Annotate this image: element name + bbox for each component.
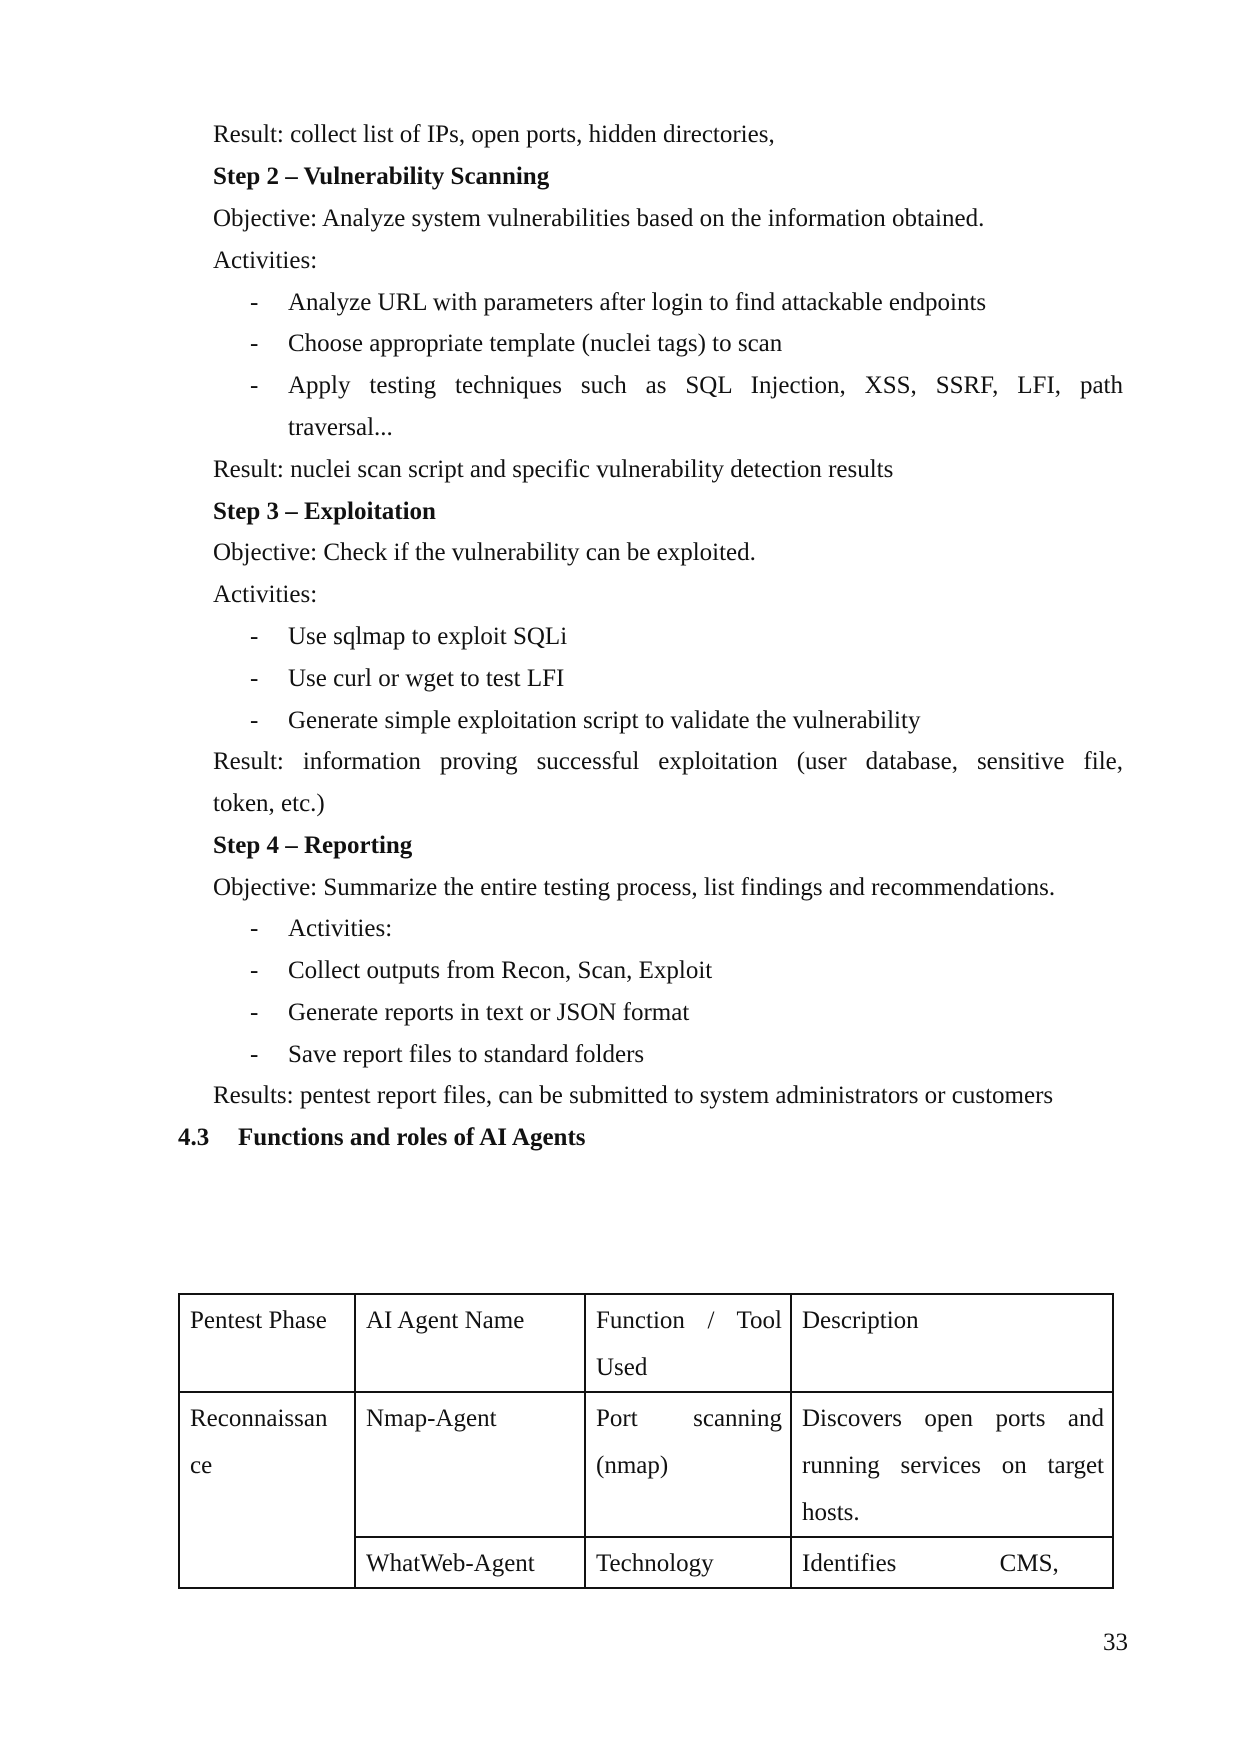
cell-agent-name [355,1537,585,1588]
bullet-dash: - [250,665,259,692]
bullet-dash: - [250,999,259,1026]
header-function-text-continued: Used [596,1354,648,1381]
function-text-continued: (nmap) [596,1452,669,1479]
header-pentest-phase [179,1294,355,1392]
cell-phase [179,1392,355,1588]
phase-text-continued: ce [190,1452,213,1479]
step4-objective: Objective: Summarize the entire testing process, list findings and recommendations. [213,874,1056,901]
step1-result: Result: collect list of IPs, open ports, hidden directories, [213,121,775,148]
step2-activity-3-continued: traversal... [288,414,393,441]
bullet-dash: - [250,915,259,942]
step3-heading: Step 3 – Exploitation [213,498,436,525]
step3-result: Result: information proving successful exploitation (user database, sensitive file, [213,748,1123,775]
header-description [791,1294,1113,1392]
step4-result: Results: pentest report files, can be submitted to system administrators or customers [213,1082,1054,1109]
bullet-dash: - [250,707,259,734]
step3-activity-1: Use sqlmap to exploit SQLi [288,623,568,650]
description-text: Discovers open ports and [802,1405,1104,1432]
header-pentest-phase-text: Pentest Phase [190,1307,327,1334]
bullet-dash: - [250,289,259,316]
function-text: Technology [596,1550,714,1577]
description-text-continued: running services on target [802,1452,1104,1479]
section-number: 4.3 [178,1124,210,1151]
table-row [179,1392,1113,1537]
step3-activity-2: Use curl or wget to test LFI [288,665,565,692]
step3-objective: Objective: Check if the vulnerability can be exploited. [213,539,756,566]
table-header-row [179,1294,1113,1392]
step2-heading: Step 2 – Vulnerability Scanning [213,163,550,190]
step2-objective: Objective: Analyze system vulnerabilities based on the information obtained. [213,205,985,232]
step4-activity-2: Collect outputs from Recon, Scan, Exploit [288,957,713,984]
cell-function [585,1537,791,1588]
bullet-dash: - [250,330,259,357]
header-function-text: Function / Tool [596,1307,782,1334]
step4-activity-3: Generate reports in text or JSON format [288,999,690,1026]
header-function [585,1294,791,1392]
description-text: Identifies CMS, [802,1550,1059,1577]
step3-result-continued: token, etc.) [213,790,325,817]
agent-name-text: WhatWeb-Agent [366,1550,535,1577]
step3-activity-3: Generate simple exploitation script to validate the vulnerability [288,707,921,734]
step4-heading: Step 4 – Reporting [213,832,413,859]
bullet-dash: - [250,957,259,984]
section-title: Functions and roles of AI Agents [238,1124,586,1151]
agent-name-text: Nmap-Agent [366,1405,497,1432]
step2-activities-label: Activities: [213,247,318,274]
cell-description [791,1537,1113,1588]
step4-activity-1: Activities: [288,915,393,942]
description-text-end: hosts. [802,1499,860,1526]
cell-description [791,1392,1113,1537]
header-agent-name [355,1294,585,1392]
header-description-text: Description [802,1307,919,1334]
bullet-dash: - [250,1041,259,1068]
header-agent-name-text: AI Agent Name [366,1307,525,1334]
page-number: 33 [1103,1629,1128,1656]
step2-result: Result: nuclei scan script and specific vulnerability detection results [213,456,894,483]
cell-function [585,1392,791,1537]
cell-agent-name [355,1392,585,1537]
bullet-dash: - [250,372,259,399]
step2-activity-3: Apply testing techniques such as SQL Injection, XSS, SSRF, LFI, path [288,372,1123,399]
step2-activity-2: Choose appropriate template (nuclei tags) to scan [288,330,783,357]
function-text: Port scanning [596,1405,782,1432]
phase-text: Reconnaissan [190,1405,328,1432]
bullet-dash: - [250,623,259,650]
step4-activity-4: Save report files to standard folders [288,1041,645,1068]
step3-activities-label: Activities: [213,581,318,608]
ai-agents-table [178,1293,1114,1589]
step2-activity-1: Analyze URL with parameters after login to find attackable endpoints [288,289,987,316]
